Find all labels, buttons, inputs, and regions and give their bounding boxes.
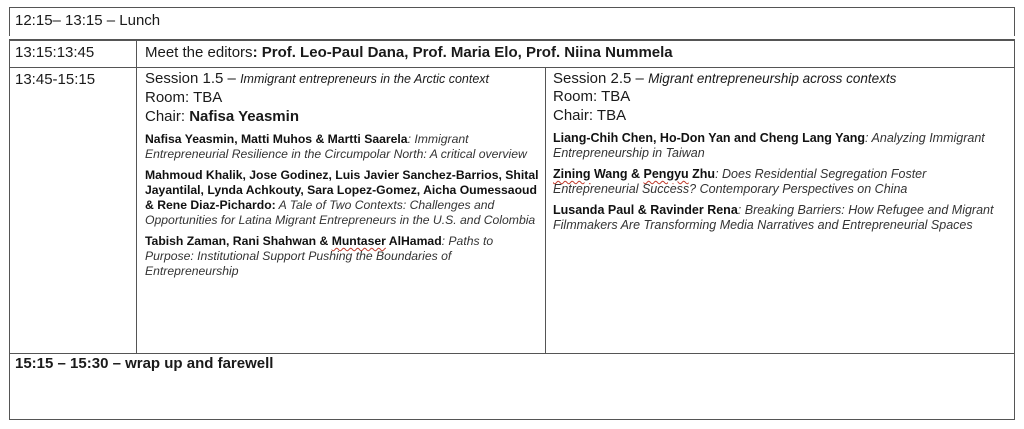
session-1-5-chair bbox=[145, 107, 539, 126]
session-2-5-label: Session 2.5 – bbox=[553, 70, 649, 87]
paper-title: A Tale of Two Contexts: Challenges and Opportunities for Latina Migrant Entrepreneurs in the U.S. and Colombia bbox=[145, 198, 536, 227]
paper-item bbox=[145, 132, 539, 162]
author-text: AlHamad bbox=[385, 234, 442, 248]
editors-row bbox=[9, 39, 1015, 67]
session-2-5-room: Room: TBA bbox=[553, 88, 631, 105]
paper-authors bbox=[145, 234, 442, 248]
paper-authors: Lusanda Paul & Ravinder Rena bbox=[553, 203, 738, 217]
editors-names: : Prof. Leo-Paul Dana, Prof. Maria Elo, Prof. Niina Nummela bbox=[252, 44, 673, 61]
paper-title: : Immigrant Entrepreneurial Resilience in the Circumpolar North: A critical overview bbox=[145, 132, 527, 161]
session-1-5-cell bbox=[137, 68, 546, 353]
lunch-cell: 12:15– 13:15 – Lunch bbox=[15, 12, 161, 29]
session-1-5-heading bbox=[145, 70, 539, 88]
paper-title: : Breaking Barriers: How Refugee and Migrant Filmmakers Are Transforming Media Narratives and Entrepreneurial Spaces bbox=[553, 203, 994, 232]
sessions-row bbox=[9, 67, 1015, 353]
session-1-5-title: Immigrant entrepreneurs in the Arctic context bbox=[240, 72, 490, 86]
farewell-cell: 15:15 – 15:30 – wrap up and farewell bbox=[15, 355, 274, 372]
paper-item bbox=[145, 234, 539, 279]
author-text: Zhu bbox=[688, 167, 716, 181]
paper-authors: Mahmoud Khalik, Jose Godinez, Luis Javier Sanchez-Barrios, Shital Jayantilal, Lynda Achkouty, Sara Lopez-Gomez, Aicha Oumessaoud & Rene Diaz-Pichardo: bbox=[145, 168, 539, 212]
editors-time: 13:15:13:45 bbox=[10, 41, 137, 67]
session-1-5-label: Session 1.5 – bbox=[145, 70, 241, 87]
paper-item bbox=[553, 203, 1008, 233]
paper-title: : Does Residential Segregation Foster Entrepreneurial Success? Contemporary Perspectives on China bbox=[553, 167, 927, 196]
paper-item bbox=[145, 168, 539, 228]
session-1-5-room: Room: TBA bbox=[145, 89, 223, 106]
paper-authors bbox=[553, 167, 715, 181]
session-2-5-heading bbox=[553, 70, 1008, 87]
author-text-spellcheck: Zining bbox=[553, 167, 591, 181]
chair-name: Nafisa Yeasmin bbox=[189, 108, 299, 125]
editors-prefix: Meet the editors bbox=[145, 44, 253, 61]
author-text-spellcheck: Pengyu bbox=[643, 167, 689, 181]
paper-title: : Paths to Purpose: Institutional Support Pushing the Boundaries of Entrepreneurship bbox=[145, 234, 494, 278]
paper-item bbox=[553, 167, 1008, 197]
chair-label: Chair: bbox=[145, 108, 190, 125]
paper-authors: Nafisa Yeasmin, Matti Muhos & Martti Saarela bbox=[145, 132, 408, 146]
sessions-time: 13:45-15:15 bbox=[10, 68, 137, 353]
paper-item bbox=[553, 131, 1008, 161]
author-text: Wang & bbox=[590, 167, 644, 181]
editors-cell bbox=[137, 41, 1014, 67]
paper-title: : Analyzing Immigrant Entrepreneurship in Taiwan bbox=[553, 131, 985, 160]
author-text: Tabish Zaman, Rani Shahwan & bbox=[145, 234, 332, 248]
session-2-5-cell bbox=[546, 68, 1014, 353]
author-text-spellcheck: Muntaser bbox=[331, 234, 386, 248]
paper-authors: Liang-Chih Chen, Ho-Don Yan and Cheng Lang Yang bbox=[553, 131, 866, 145]
session-2-5-chair: Chair: TBA bbox=[553, 107, 627, 124]
farewell-row bbox=[9, 353, 1015, 420]
session-2-5-title: Migrant entrepreneurship across contexts bbox=[648, 71, 897, 86]
lunch-row bbox=[9, 7, 1015, 36]
